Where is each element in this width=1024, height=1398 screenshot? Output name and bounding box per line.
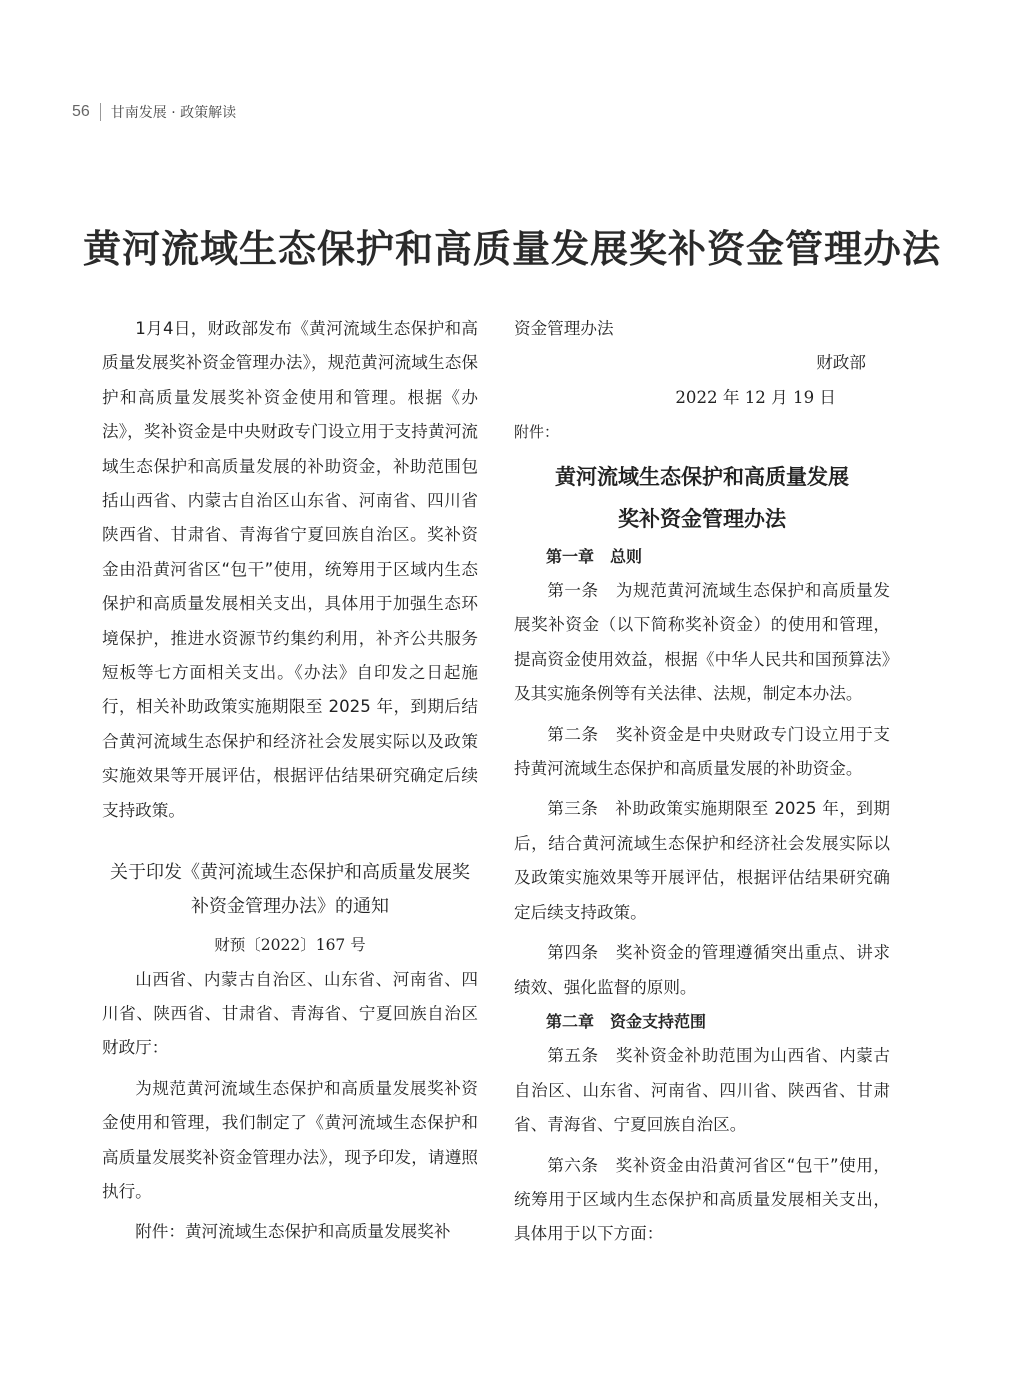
left-column — [102, 312, 478, 1250]
article-1: 第一条 为规范黄河流域生态保护和高质量发展奖补资金（以下简称奖补资金）的使用和管理，提高资金使用效益，根据《中华人民共和国预算法》及其实施条例等有关法律、法规，制定本办法。 — [514, 581, 890, 704]
addressees: 山西省、内蒙古自治区、山东省、河南省、四川省、陕西省、甘肃省、青海省、宁夏回族自治区财政厅： — [102, 969, 478, 1058]
article-title: 黄河流域生态保护和高质量发展奖补资金管理办法 — [82, 226, 941, 271]
section-name: 甘南发展 · 政策解读 — [110, 105, 237, 121]
issuer: 财政部 — [816, 353, 866, 373]
document-number: 财预〔2022〕167 号 — [214, 936, 366, 955]
right-column — [514, 312, 890, 1252]
intro-paragraph: 1月4日，财政部发布《黄河流域生态保护和高质量发展奖补资金管理办法》，规范黄河流域生态保护和高质量发展奖补资金使用和管理。根据《办法》，奖补资金是中央财政专门设立用于支持黄河流域生态保护和高质量发展的补助资金，补助范围包括山西省、内蒙古自治区山东省、河南省、四川省陕西省、甘肃省、青海省宁夏回族自治区。奖补资金由沿黄河省区“包干”使用，统筹用于区域内生态保护和高质量发展相关支出，具体用于加强生态环境保护，推进水资源节约集约利用，补齐公共服务短板等七方面相关支出。《办法》自印发之日起施行，相关补助政策实施期限至 2025 年，到期后结合黄河流域生态保护和经济社会发展实际以及政策实施效果等开展评估，根据评估结果研究确定后续支持政策。 — [102, 319, 478, 820]
notice-title — [102, 856, 478, 924]
attachment-label: 附件： — [514, 423, 560, 442]
chapter-1-heading: 第一章 总则 — [546, 546, 643, 566]
header-divider — [100, 103, 101, 121]
article-5: 第五条 奖补资金补助范围为山西省、内蒙古自治区、山东省、河南省、四川省、陕西省、甘肃省、青海省、宁夏回族自治区。 — [514, 1046, 890, 1135]
notice-title-line-1: 关于印发《黄河流域生态保护和高质量发展奖 — [110, 862, 470, 884]
attachment-continuation: 资金管理办法 — [514, 319, 614, 338]
attachment-line: 附件：黄河流域生态保护和高质量发展奖补 — [135, 1222, 451, 1242]
article-2: 第二条 奖补资金是中央财政专门设立用于支持黄河流域生态保护和高质量发展的补助资金。 — [514, 724, 890, 779]
article-3: 第三条 补助政策实施期限至 2025 年，到期后，结合黄河流域生态保护和经济社会发展实际以及政策实施效果等开展评估，根据评估结果研究确定后续支持政策。 — [514, 799, 890, 922]
notice-title-line-2: 补资金管理办法》的通知 — [191, 896, 389, 918]
page-number: 56 — [72, 103, 90, 120]
chapter-2-heading: 第二章 资金支持范围 — [546, 1011, 707, 1031]
article-6: 第六条 奖补资金由沿黄河省区“包干”使用，统筹用于区域内生态保护和高质量发展相关支出，具体用于以下方面： — [514, 1155, 890, 1244]
regulation-title-line-2: 奖补资金管理办法 — [618, 506, 786, 531]
regulation-title-line-1: 黄河流域生态保护和高质量发展 — [555, 464, 849, 489]
page-header — [72, 100, 236, 124]
issue-date: 2022 年 12 月 19 日 — [675, 387, 836, 407]
article-4: 第四条 奖补资金的管理遵循突出重点、讲求绩效、强化监督的原则。 — [514, 943, 890, 997]
regulation-title — [514, 456, 890, 540]
notice-body: 为规范黄河流域生态保护和高质量发展奖补资金使用和管理，我们制定了《黄河流域生态保护和高质量发展奖补资金管理办法》，现予印发，请遵照执行。 — [102, 1078, 478, 1201]
